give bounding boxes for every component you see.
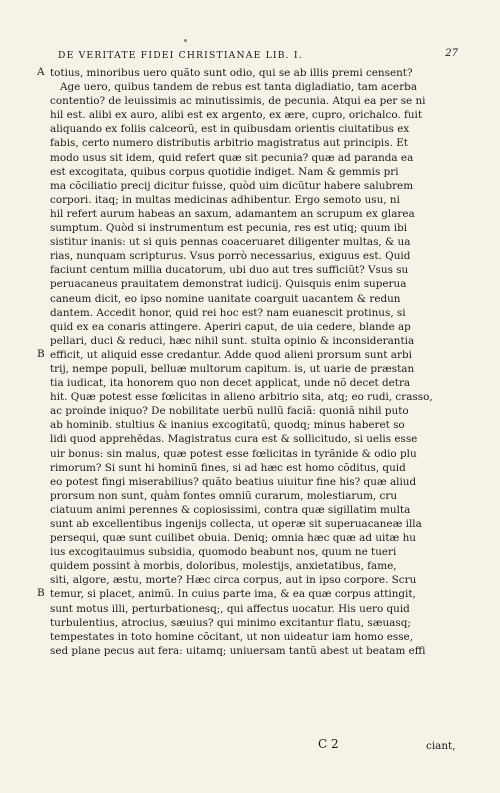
text-line: corpori. itaq; in multas medicinas adhibentur. Ergo semoto usu, ni xyxy=(50,193,400,206)
text-line: modo usus sit idem, quid refert quæ sit pecunia? quæ ad paranda ea xyxy=(50,151,414,164)
text-line: sunt ab excellentibus ingenijs collecta, ut operæ sit superuacaneæ illa xyxy=(50,518,422,530)
margin-letter-b: B xyxy=(37,348,45,360)
running-head xyxy=(58,50,458,61)
folio-number: 27 xyxy=(445,48,458,59)
text-line: sistitur inanis: ut si quis pennas coaceruaret diligenter multas, & ua xyxy=(50,236,411,249)
text-line: contentio? de leuissimis ac minutissimis, de pecunia. Atqui ea per se ni xyxy=(50,95,426,108)
text-line: Age uero, quibus tandem de rebus est tanta digladiatio, tam acerba xyxy=(60,81,418,94)
text-line: aliquando ex foliis calceorũ, est in quibusdam orientis ciuitatibus ex xyxy=(50,123,410,136)
text-line: totius, minoribus uero quãto sunt odio, qui se ab illis premi censent? xyxy=(50,67,413,79)
text-line: hil est. alibi ex auro, alibi est ex argento, ex ære, cupro, orichalco. fuit xyxy=(50,109,423,122)
text-line: tempestates in toto homine cõcitant, ut non uideatur iam homo esse, xyxy=(50,630,414,643)
text-line: quid ex ea conaris attingere. Aperiri caput, de uia cedere, blande ap xyxy=(50,320,411,333)
text-line: uir bonus: sin malus, quæ potest esse fœlicitas in tyrãnide & odio plu xyxy=(50,447,417,460)
text-line: ab hominib. stultius & inanius excogitatũ, quodq; minus haberet so xyxy=(50,419,405,432)
text-line: ac proinde iniquo? De nobilitate uerbũ nullũ faciã: quoniã nihil puto xyxy=(50,405,409,418)
text-line: temur, si placet, animũ. In cuius parte ima, & ea quæ corpus attingit, xyxy=(50,588,416,601)
text-line: ma cõciliatio precij dicitur fuisse, quòd uim dicũtur habere salubrem xyxy=(50,179,414,192)
text-line: hit. Quæ potest esse fœlicitas in alieno arbitrio sita, atq; eo rudi, crasso, xyxy=(50,391,433,404)
text-line: ius excogitauimus subsidia, quomodo beabunt nos, quum ne tueri xyxy=(50,546,397,559)
text-line: quidem possint à morbis, doloribus, molestijs, anxietatibus, fame, xyxy=(50,560,397,573)
margin-letter-c: B xyxy=(37,587,45,599)
text-line: fabis, certo numero distributis arbitrio magistratus aut principis. Et xyxy=(50,137,408,150)
text-line: sumptum. Quòd si instrumentum est pecunia, res est utiq; quum ibi xyxy=(50,222,408,235)
text-line: peruacaneus prauitatem demonstrat iudicij. Quisquis enim superua xyxy=(50,278,407,291)
text-line: prorsum non sunt, quàm fontes omniũ curarum, molestiarum, cru xyxy=(50,489,398,502)
text-line: tia iudicat, ita honorem quo non decet applicat, unde nõ decet detra xyxy=(50,377,411,390)
margin-letter-a: A xyxy=(37,66,45,78)
text-line: eo potest fingi miserabilius? quãto beatius uiuitur fine his? quæ aliud xyxy=(50,475,417,488)
text-line: rias, nunquam scripturus. Vsus porrò necessarius, exiguus est. Quid xyxy=(50,250,411,263)
text-line: turbulentius, atrocius, sæuius? qui minimo excitantur flatu, sæuasq; xyxy=(50,616,411,629)
running-head-title: DE VERITATE FIDEI CHRISTIANAE LIB. I. xyxy=(58,50,303,61)
text-line: caneum dicit, eo ipso nomine uanitate coarguit uacantem & redun xyxy=(50,292,401,305)
catchword: ciant, xyxy=(426,740,456,752)
text-line: siti, algore, æstu, morte? Hæc circa corpus, aut in ipso corpore. Scru xyxy=(50,574,417,587)
text-line: sed plane pecus aut fera: uitamq; uniuersam tantũ abest ut beatam effi xyxy=(50,644,426,657)
text-line: rimorum? Si sunt hi hominũ fines, si ad hæc est homo cõditus, quid xyxy=(50,461,406,474)
text-line: faciunt centum millia ducatorum, ubi duo aut tres sufficiũt? Vsus su xyxy=(50,264,409,277)
text-line: dantem. Accedit honor, quid rei hoc est? nam euanescit protinus, si xyxy=(50,306,406,319)
text-line: est excogitata, quibus corpus quotidie indiget. Nam & gemmis pri xyxy=(50,165,399,178)
paper-speck xyxy=(184,39,187,42)
text-line: ciatuum animi perennes & copiosissimi, contra quæ sigillatim multa xyxy=(50,503,411,516)
text-line: trij, nempe populi, belluæ multorum capitum. is, ut uarie de præstan xyxy=(50,362,415,375)
text-line: efficit, ut aliquid esse credantur. Adde quod alieni prorsum sunt arbi xyxy=(50,348,412,361)
text-line: persequi, quæ sunt cuilibet obuia. Deniq; omnia hæc quæ ad uitæ hu xyxy=(50,532,416,545)
text-line: lidi quod apprehēdas. Magistratus cura est & sollicitudo, si uelis esse xyxy=(50,433,418,446)
text-line: hil refert aurum habeas an saxum, adamantem an scrupum ex glarea xyxy=(50,207,415,220)
body-text xyxy=(50,66,462,658)
signature-mark: C 2 xyxy=(318,737,339,751)
text-line: pellari, duci & reduci, hæc nihil sunt. stulta opinio & inconsiderantia xyxy=(50,334,415,347)
text-line: sunt motus illi, perturbationesq;, qui affectus uocatur. His uero quid xyxy=(50,602,410,615)
